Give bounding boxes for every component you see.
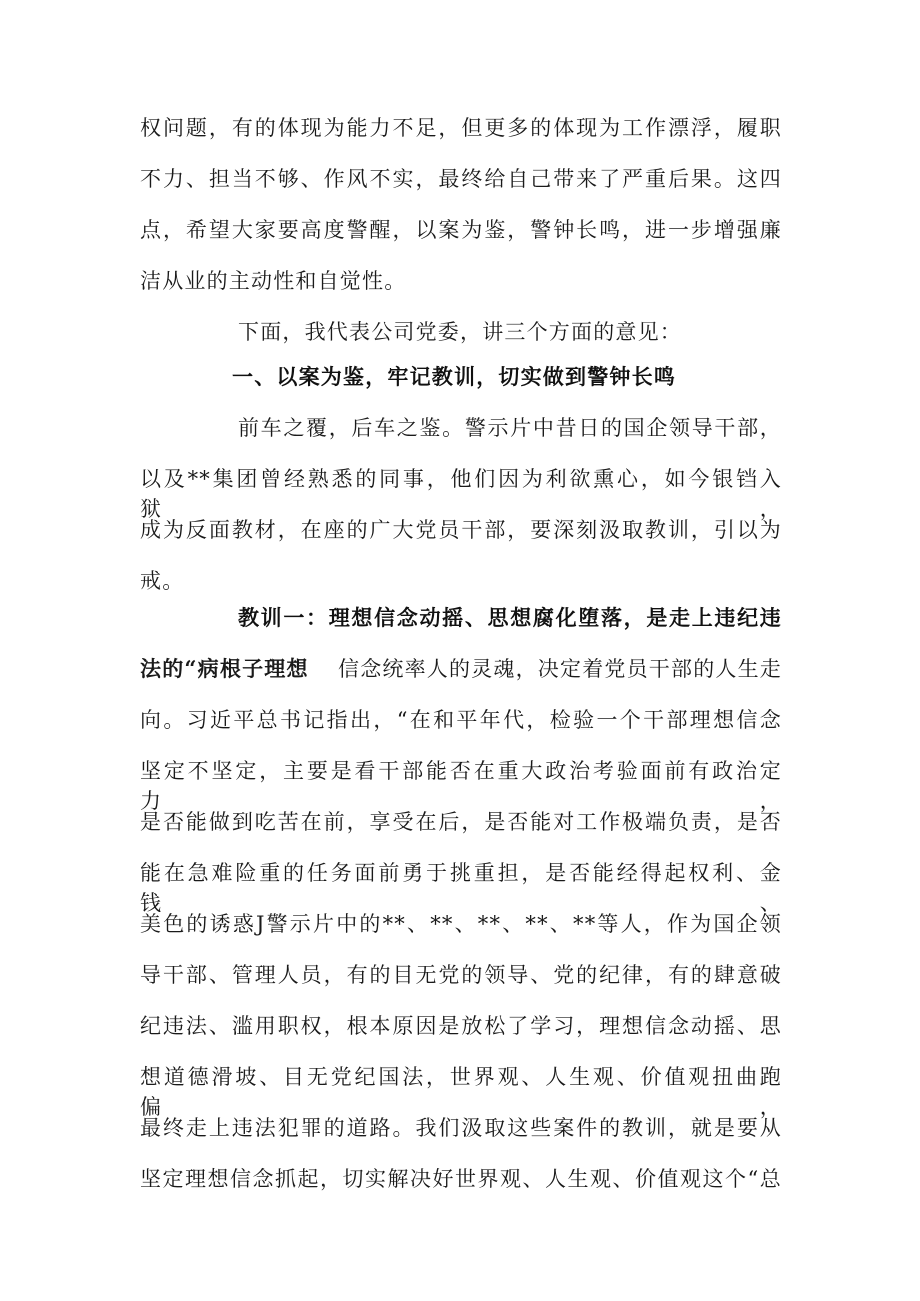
- body-line: 能在急难险重的任务面前勇于挑重担，是否能经得起权利、金钱、: [140, 861, 782, 915]
- body-line: 向。习近平总书记指出，“在和平年代，检验一个干部理想信念: [140, 708, 782, 732]
- body-line: 成为反面教材，在座的广大党员干部，要深刻汲取教训，引以为: [140, 518, 782, 542]
- body-line: 前车之覆，后车之鉴。警示片中昔日的国企领导干部，: [238, 416, 782, 440]
- section-heading: 一、以案为鉴，牢记教训，切实做到警钟长鸣: [232, 364, 676, 389]
- body-line: 美色的诱惑J警示片中的**、**、**、**、**等人，作为国企领: [140, 912, 782, 936]
- body-line: 是否能做到吃苦在前，享受在后，是否能对工作极端负责，是否: [140, 810, 782, 834]
- body-line: 不力、担当不够、作风不实，最终给自己带来了严重后果。这四: [140, 167, 782, 191]
- body-line: 坚定不坚定，主要是看干部能否在重大政治考验面前有政治定力，: [140, 759, 782, 813]
- body-line: 以及**集团曾经熟悉的同事，他们因为利欲熏心，如今银铛入狱，: [140, 467, 782, 521]
- lesson-heading: 教训一：理想信念动摇、思想腐化堕落，是走上违纪违: [238, 605, 782, 630]
- body-line: 戒。: [140, 569, 185, 593]
- body-line: 想道德滑坡、目无党纪国法，世界观、人生观、价值观扭曲跑偏，: [140, 1065, 782, 1119]
- intro-paragraph: 下面，我代表公司党委，讲三个方面的意见：: [238, 320, 682, 344]
- body-line: 洁从业的主动性和自觉性。: [140, 269, 407, 293]
- body-line: 最终走上违法犯罪的道路。我们汲取这些案件的教训，就是要从: [140, 1116, 782, 1140]
- body-line: 坚定理想信念抓起，切实解决好世界观、人生观、价值观这个“总: [140, 1167, 782, 1191]
- lesson-text: 信念统率人的灵魂，决定着党员干部的人生走: [338, 657, 782, 681]
- body-line: 权问题，有的体现为能力不足，但更多的体现为工作漂浮，履职: [140, 116, 782, 140]
- lesson-line: [140, 654, 782, 684]
- lesson-title-end: 法的“病根子理想: [140, 656, 309, 681]
- body-line: 点，希望大家要高度警醒，以案为鉴，警钟长鸣，进一步增强廉: [140, 218, 782, 242]
- body-line: 导干部、管理人员，有的目无党的领导、党的纪律，有的肆意破: [140, 963, 782, 987]
- body-line: 纪违法、滥用职权，根本原因是放松了学习，理想信念动摇、思: [140, 1014, 782, 1038]
